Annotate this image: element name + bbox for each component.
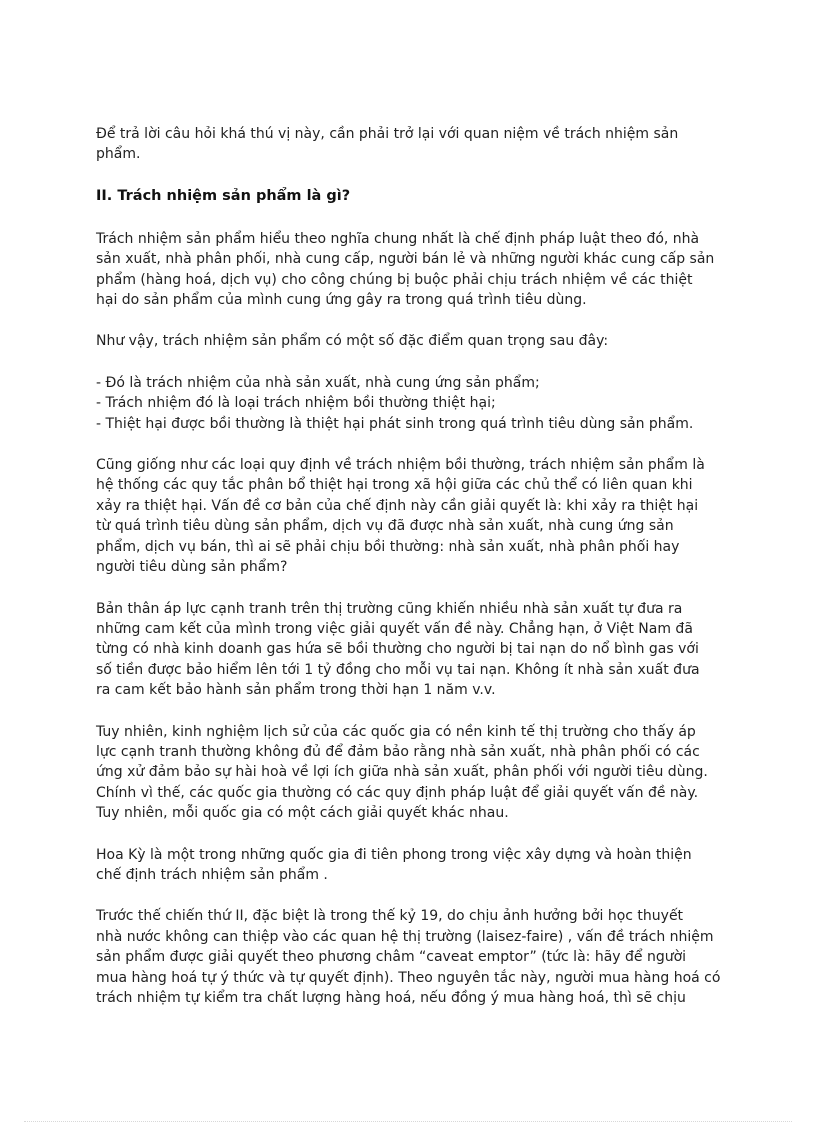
text-line: sản xuất, nhà phân phối, nhà cung cấp, người bán lẻ và những người khác cung cấp sản: [96, 251, 715, 268]
text-line: Chính vì thế, các quốc gia thường có các quy định pháp luật để giải quyết vấn đề này.: [96, 784, 699, 801]
text-line: từng có nhà kinh doanh gas hứa sẽ bồi thường cho người bị tai nạn do nổ bình gas với: [96, 641, 699, 658]
text-line: Bản thân áp lực cạnh tranh trên thị trường cũng khiến nhiều nhà sản xuất tự đưa ra: [96, 600, 683, 617]
text-line: từ quá trình tiêu dùng sản phẩm, dịch vụ đã được nhà sản xuất, nhà cung ứng sản: [96, 518, 674, 535]
features-list: [96, 373, 736, 434]
text-line: phẩm (hàng hoá, dịch vụ) cho công chúng bị buộc phải chịu trách nhiệm về các thiệt: [96, 271, 693, 288]
text-line: phẩm, dịch vụ bán, thì ai sẽ phải chịu bồi thường: nhà sản xuất, nhà phân phối hay: [96, 538, 680, 555]
experience-paragraph: [96, 722, 736, 824]
text-line: Trách nhiệm sản phẩm hiểu theo nghĩa chung nhất là chế định pháp luật theo đó, nhà: [96, 230, 700, 247]
text-line: hại do sản phẩm của mình cung ứng gây ra trong quá trình tiêu dùng.: [96, 292, 587, 309]
text-line: xảy ra thiệt hại. Vấn đề cơ bản của chế định này cần giải quyết là: khi xảy ra thiệt hại: [96, 497, 699, 514]
text-line: ra cam kết bảo hành sản phẩm trong thời hạn 1 năm v.v.: [96, 682, 496, 699]
text-line: Cũng giống như các loại quy định về trách nhiệm bồi thường, trách nhiệm sản phẩm là: [96, 457, 705, 474]
list-item: - Thiệt hại được bồi thường là thiệt hại phát sinh trong quá trình tiêu dùng sản phẩm.: [96, 415, 694, 432]
history-paragraph: [96, 906, 736, 1008]
text-line: chế định trách nhiệm sản phẩm .: [96, 866, 328, 883]
text-line: Trước thế chiến thứ II, đặc biệt là trong thế kỷ 19, do chịu ảnh hưởng bởi học thuyết: [96, 908, 684, 925]
text-line: phẩm.: [96, 146, 141, 163]
text-line: mua hàng hoá tự ý thức và tự quyết định). Theo nguyên tắc này, người mua hàng hoá có: [96, 969, 721, 986]
competition-paragraph: [96, 599, 736, 701]
list-item: - Trách nhiệm đó là loại trách nhiệm bồi thường thiệt hại;: [96, 395, 496, 412]
intro-paragraph: [96, 124, 736, 165]
text-line: những cam kết của mình trong việc giải quyết vấn đề này. Chẳng hạn, ở Việt Nam đã: [96, 620, 693, 637]
allocation-paragraph: [96, 455, 736, 577]
text-line: Tuy nhiên, kinh nghiệm lịch sử của các quốc gia có nền kinh tế thị trường cho thấy áp: [96, 723, 696, 740]
section-heading: II. Trách nhiệm sản phẩm là gì?: [96, 187, 351, 204]
text-line: Để trả lời câu hỏi khá thú vị này, cần phải trở lại với quan niệm về trách nhiệm sản: [96, 126, 679, 142]
text-line: trách nhiệm tự kiểm tra chất lượng hàng hoá, nếu đồng ý mua hàng hoá, thì sẽ chịu: [96, 990, 686, 1006]
text-line: Hoa Kỳ là một trong những quốc gia đi tiên phong trong việc xây dựng và hoàn thiện: [96, 846, 692, 863]
page-bottom-rule: [24, 1121, 792, 1122]
text-line: nhà nước không can thiệp vào các quan hệ thị trường (laisez-faire) , vấn đề trách nhiệm: [96, 928, 714, 945]
features-intro-paragraph: [96, 331, 736, 351]
document-page: [96, 124, 736, 1029]
text-line: lực cạnh tranh thường không đủ để đảm bảo rằng nhà sản xuất, nhà phân phối có các: [96, 743, 700, 760]
text-line: sản phẩm được giải quyết theo phương châm “caveat emptor” (tức là: hãy để người: [96, 949, 687, 966]
text-line: số tiền được bảo hiểm lên tới 1 tỷ đồng cho mỗi vụ tai nạn. Không ít nhà sản xuất đưa: [96, 661, 700, 678]
text-line: hệ thống các quy tắc phân bổ thiệt hại trong xã hội giữa các chủ thể có liên quan khi: [96, 477, 693, 494]
text-line: Tuy nhiên, mỗi quốc gia có một cách giải quyết khác nhau.: [96, 805, 509, 822]
text-line: người tiêu dùng sản phẩm?: [96, 559, 288, 576]
text-line: Như vậy, trách nhiệm sản phẩm có một số đặc điểm quan trọng sau đây:: [96, 333, 609, 350]
usa-paragraph: [96, 845, 736, 886]
definition-paragraph: [96, 229, 736, 311]
list-item: - Đó là trách nhiệm của nhà sản xuất, nhà cung ứng sản phẩm;: [96, 374, 540, 391]
text-line: ứng xử đảm bảo sự hài hoà về lợi ích giữa nhà sản xuất, phân phối với người tiêu dùng.: [96, 764, 708, 781]
